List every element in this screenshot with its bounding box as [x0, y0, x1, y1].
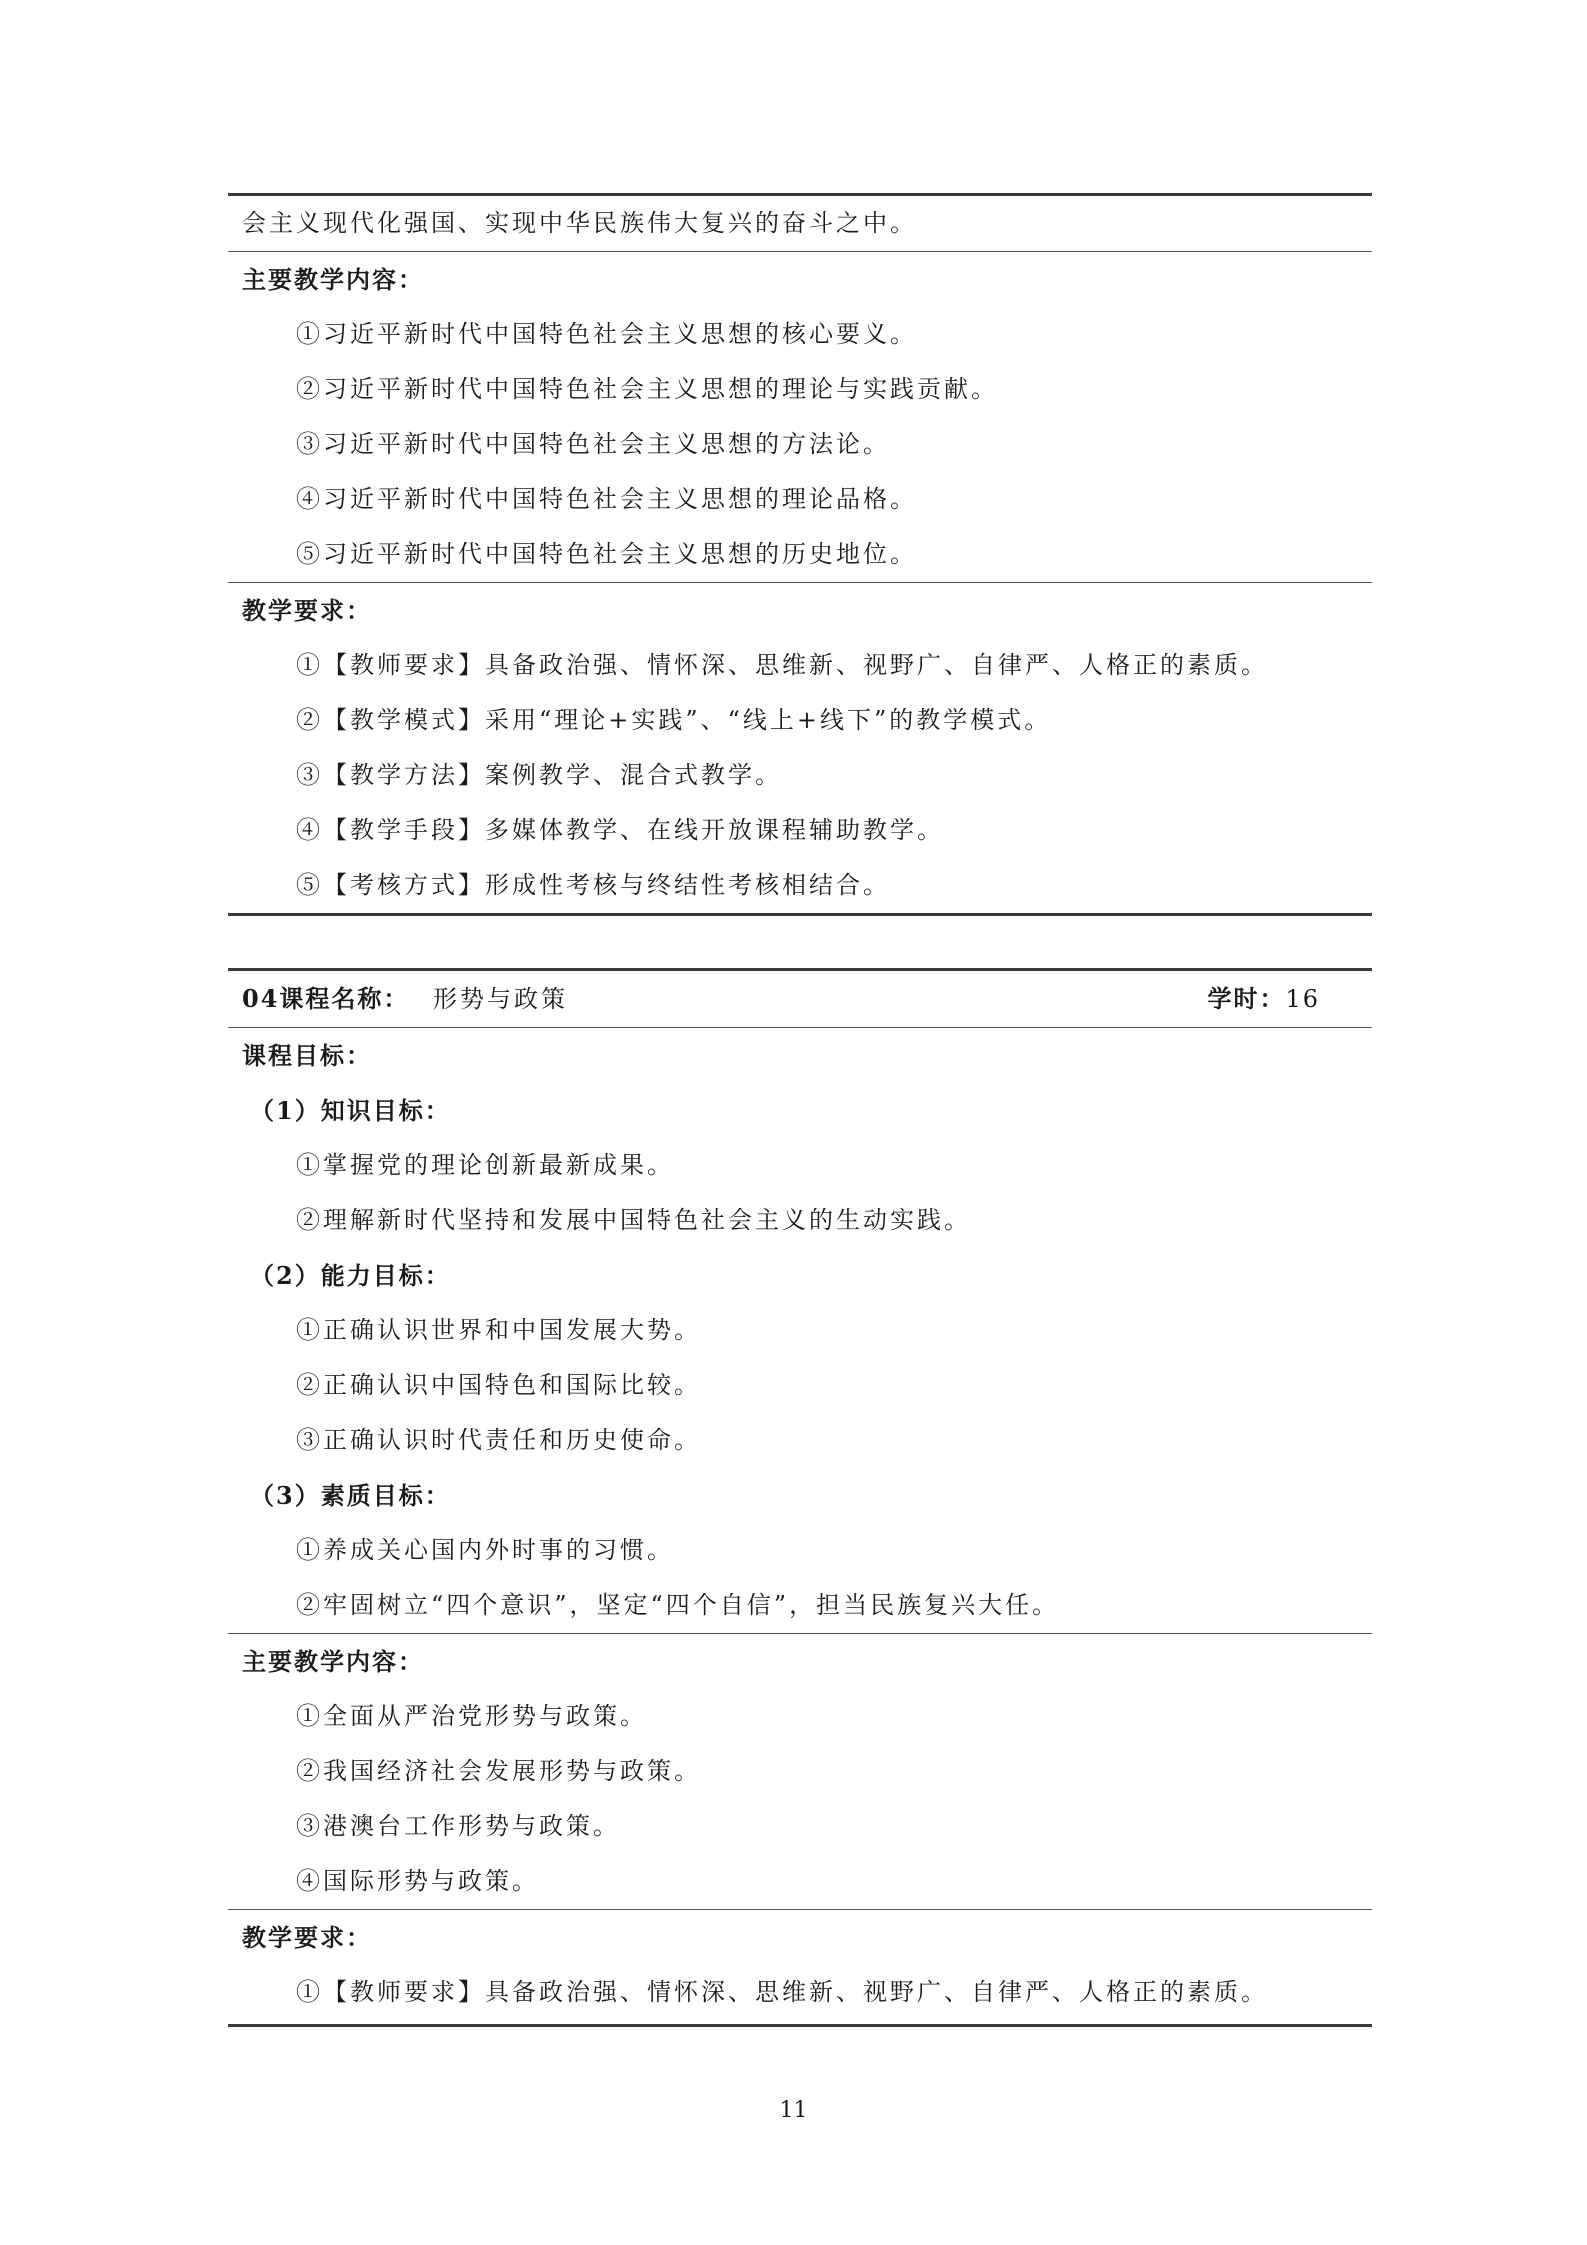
knowledge-item: ②理解新时代坚持和发展中国特色社会主义的生动实践。 — [296, 1206, 971, 1234]
content-item: ①全面从严治党形势与政策。 — [296, 1702, 647, 1730]
quality-item: ②牢固树立“四个意识”，坚定“四个自信”，担当民族复兴大任。 — [296, 1591, 1060, 1619]
course-04-table — [228, 968, 1372, 2027]
teaching-content-heading: 主要教学内容： — [242, 265, 424, 294]
goal-continuation-text: 会主义现代化强国、实现中华民族伟大复兴的奋斗之中。 — [242, 209, 917, 237]
course-goals-section — [228, 1027, 1372, 1633]
teaching-content-section — [228, 1633, 1372, 1909]
course-name: 形势与政策 — [433, 985, 568, 1013]
content-item: ③港澳台工作形势与政策。 — [296, 1812, 620, 1840]
course-title-row — [228, 971, 1372, 1027]
content-item: ③习近平新时代中国特色社会主义思想的方法论。 — [296, 430, 890, 458]
quality-goal-heading: （3）素质目标： — [250, 1481, 451, 1510]
content-item: ②习近平新时代中国特色社会主义思想的理论与实践贡献。 — [296, 375, 998, 403]
requirement-item: ③【教学方法】案例教学、混合式教学。 — [296, 761, 782, 789]
requirement-item: ④【教学手段】多媒体教学、在线开放课程辅助教学。 — [296, 816, 944, 844]
knowledge-goal-heading: （1）知识目标： — [250, 1096, 451, 1125]
page-number: 11 — [779, 2098, 808, 2123]
table-bottom-rule — [228, 2024, 1372, 2027]
content-item: ①习近平新时代中国特色社会主义思想的核心要义。 — [296, 320, 917, 348]
requirement-item: ①【教师要求】具备政治强、情怀深、思维新、视野广、自律严、人格正的素质。 — [296, 1978, 1268, 2006]
teaching-content-section — [228, 251, 1372, 582]
teaching-content-heading: 主要教学内容： — [242, 1647, 424, 1676]
course-goals-heading: 课程目标： — [242, 1041, 372, 1070]
teaching-requirements-section — [228, 1909, 1372, 2020]
table-bottom-rule — [228, 913, 1372, 916]
course-hours — [1207, 971, 1320, 1027]
content-item: ④习近平新时代中国特色社会主义思想的理论品格。 — [296, 485, 917, 513]
knowledge-item: ①掌握党的理论创新最新成果。 — [296, 1151, 674, 1179]
content-item: ⑤习近平新时代中国特色社会主义思想的历史地位。 — [296, 540, 917, 568]
hours-label: 学时： — [1207, 984, 1286, 1013]
quality-item: ①养成关心国内外时事的习惯。 — [296, 1536, 674, 1564]
requirement-item: ①【教师要求】具备政治强、情怀深、思维新、视野广、自律严、人格正的素质。 — [296, 651, 1268, 679]
content-item: ④国际形势与政策。 — [296, 1867, 539, 1895]
ability-item: ①正确认识世界和中国发展大势。 — [296, 1316, 701, 1344]
teaching-requirements-section — [228, 582, 1372, 913]
requirement-item: ⑤【考核方式】形成性考核与终结性考核相结合。 — [296, 871, 890, 899]
course-name-label: 04课程名称： — [242, 984, 410, 1013]
ability-item: ②正确认识中国特色和国际比较。 — [296, 1371, 701, 1399]
content-item: ②我国经济社会发展形势与政策。 — [296, 1757, 701, 1785]
requirement-item: ②【教学模式】采用“理论+实践”、“线上+线下”的教学模式。 — [296, 706, 1052, 734]
teaching-requirements-heading: 教学要求： — [242, 596, 372, 625]
ability-item: ③正确认识时代责任和历史使命。 — [296, 1426, 701, 1454]
ability-goal-heading: （2）能力目标： — [250, 1261, 451, 1290]
course-03-continuation — [228, 193, 1372, 916]
teaching-requirements-heading: 教学要求： — [242, 1923, 372, 1952]
hours-value: 16 — [1285, 985, 1320, 1013]
